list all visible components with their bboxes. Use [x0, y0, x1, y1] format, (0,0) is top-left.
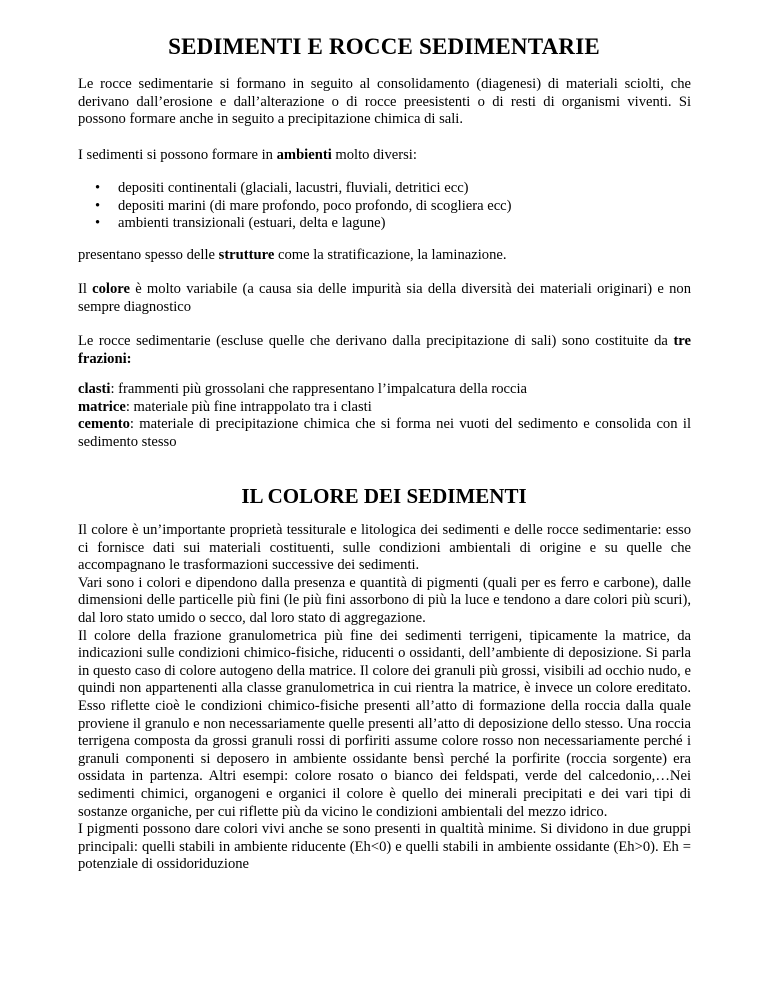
definition-cemento: [78, 416, 691, 451]
list-item-text: ambienti transizionali (estuari, delta e lagune): [118, 215, 386, 232]
section-paragraph: Vari sono i colori e dipendono dalla presenza e quantità di pigmenti (quali per es ferro e carbone), dalle dimensioni delle particelle più fini (le più fini assorbono di più la luce e tendono a dare colori più scuri), dal loro stato umido o secco, dal loro stato di aggregazione.: [78, 574, 691, 626]
intro-paragraph: Le rocce sedimentarie si formano in seguito al consolidamento (diagenesi) di materiali sciolti, che derivano dall’erosione e dall’alterazione o di rocce preesistenti o di resti di organismi viventi. Si possono formare anche in seguito a precipitazione chimica di sali.: [78, 76, 691, 128]
definition-text: : materiale di precipitazione chimica che si forma nei vuoti del sedimento e consolida con il sedimento stesso: [78, 416, 691, 450]
strutture-text-before: presentano spesso delle: [78, 247, 219, 263]
section-paragraph: I pigmenti possono dare colori vivi anche se sono presenti in qualtità minime. Si dividono in due gruppi principali: quelli stabili in ambiente riducente (Eh<0) e quelli stabili in ambiente ossidante (Eh>0). Eh = potenziale di ossidoriduzione: [78, 821, 691, 873]
frazioni-bold: tre frazioni:: [78, 333, 691, 367]
strutture-text-after: come la stratificazione, la laminazione.: [274, 247, 507, 263]
list-item-text: depositi marini (di mare profondo, poco profondo, di scogliera ecc): [118, 197, 512, 214]
bullet-icon: •: [95, 197, 101, 214]
definition-term: matrice: [78, 398, 126, 415]
ambienti-paragraph: [78, 147, 691, 165]
bullet-icon: •: [95, 215, 101, 232]
colore-text-before: Il: [78, 281, 93, 297]
bullet-icon: •: [95, 180, 101, 196]
frazioni-paragraph: [78, 333, 691, 368]
definition-clasti: [78, 381, 691, 399]
colore-paragraph: [78, 281, 691, 316]
ambienti-bold: ambienti: [276, 147, 332, 163]
ambienti-text-after: molto diversi:: [331, 147, 417, 163]
page-title: SEDIMENTI E ROCCE SEDIMENTARIE: [168, 34, 600, 59]
list-item: [78, 180, 512, 198]
definition-term: cemento: [78, 416, 130, 433]
strutture-paragraph: [78, 247, 691, 265]
definition-text: : frammenti più grossolani che rappresentano l’impalcatura della roccia: [110, 381, 528, 397]
list-item: [78, 215, 512, 233]
strutture-bold: strutture: [218, 247, 275, 263]
section-paragraph: Il colore della frazione granulometrica più fine dei sedimenti terrigeni, tipicamente la matrice, da indicazioni sulle condizioni chimico-fisiche, riducenti o ossidanti, dell’ambiente di deposizione. Si parla in questo caso di colore autogeno della matrice. Il colore dei granuli più grossi, visibili ad occhio nudo, e quindi non appartenenti alla classe granulometrica in cui rientra la matrice, è invece un colore ereditato. Esso riflette cioè le condizioni chimico-fisiche presenti all’atto di formazione della roccia dalla quale proviene il granulo e non necessariamente quelle presenti all’atto di deposizione dello stesso. Una roccia terrigena composta da grossi granuli rossi di porfiriti assume colore rosso non necessariamente perché i granuli componenti si deposero in ambiente ossidante bensì perché la porfirite (roccia sorgente) era ossidata in partenza. Altri esempi: colore rosato o bianco dei feldspati, verde del calcedonio,…Nei sedimenti chimici, organogeni e organici il colore è quello dei minerali precipitati e dei vari tipi di sostanze organiche, per cui riflette più da vicino le condizioni ambientali del mezzo idrico.: [78, 627, 691, 820]
definition-matrice: [78, 399, 691, 417]
definitions-block: [78, 381, 691, 451]
list-item: [78, 198, 512, 216]
ambienti-list: [78, 180, 512, 233]
section-paragraph: Il colore è un’importante proprietà tessiturale e litologica dei sedimenti e delle rocce sedimentarie: esso ci fornisce dati sui materiali costituenti, sulle condizioni ambientali di origine e su quelle che accompagnano le trasformazioni successive dei sedimenti.: [78, 522, 691, 574]
section-title: IL COLORE DEI SEDIMENTI: [241, 484, 527, 508]
definition-term: clasti: [78, 381, 111, 397]
definition-text: : materiale più fine intrappolato tra i clasti: [125, 398, 372, 415]
frazioni-text-before: Le rocce sedimentarie (escluse quelle che derivano dalla precipitazione di sali) sono costituite da: [78, 333, 674, 349]
list-item-text: depositi continentali (glaciali, lacustri, fluviali, detritici ecc): [118, 180, 469, 196]
colore-text-after: è molto variabile (a causa sia delle impurità sia della diversità dei materiali originari) e non sempre diagnostico: [78, 281, 691, 315]
ambienti-text-before: I sedimenti si possono formare in: [78, 147, 277, 163]
colore-section-body: [78, 522, 691, 874]
colore-bold: colore: [92, 281, 130, 297]
